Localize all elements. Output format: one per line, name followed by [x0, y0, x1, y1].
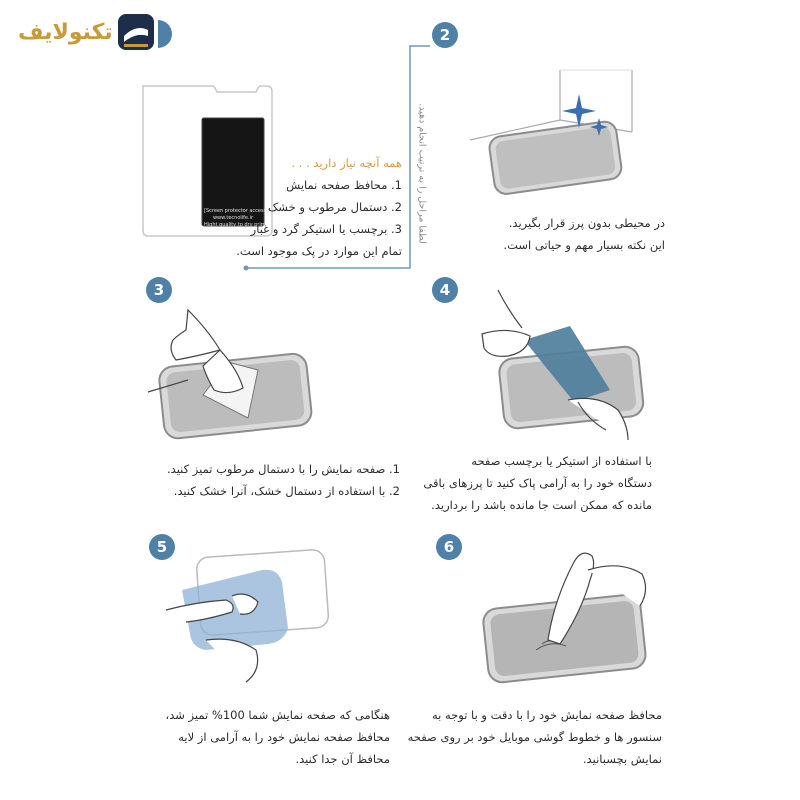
step2-line: این نکته بسیار مهم و حیاتی است.	[503, 238, 665, 252]
step4-text	[423, 450, 652, 516]
kit-card-line: [Screen protector accessories]	[204, 208, 281, 214]
brand-logo	[18, 10, 153, 56]
step5-line: هنگامی که صفحه نمایش شما 100% تمیز شد،	[165, 708, 390, 722]
step4-line: دستگاه خود را به آرامی پاک کنید تا پرزهای باقی	[423, 476, 652, 490]
step1-heading: همه آنچه نیاز دارید . . .	[291, 156, 402, 170]
step1-marker-icon	[158, 20, 172, 48]
step6-text	[407, 704, 662, 770]
kit-card-line: www.tecnolife.ir	[212, 215, 254, 221]
brand-mark-icon	[118, 14, 154, 50]
order-note-text: لطفا مراحل را به ترتیب انجام دهید.	[416, 103, 428, 244]
step2-illustration	[460, 60, 650, 210]
step3-illustration	[148, 300, 318, 450]
step3-text	[160, 458, 400, 502]
step5-text	[165, 704, 390, 770]
step6-line: سنسور ها و خطوط گوشی موبایل خود بر روی صفحه	[407, 730, 662, 744]
step6-illustration	[470, 540, 660, 690]
step-badge-3: 3	[146, 277, 172, 303]
step1-line: تمام این موارد در پک موجود است.	[236, 244, 402, 258]
step5-line: محافظ صفحه نمایش خود را به آرامی از لایه	[178, 730, 390, 744]
step3-line: 1. صفحه نمایش را با دستمال مرطوب تمیز کنید.	[167, 462, 400, 476]
step1-line: 3. برچسب یا استیکر گرد و غبار	[250, 222, 402, 236]
step4-line: مانده که ممکن است جا مانده باشد را بردارید.	[431, 498, 652, 512]
step-badge-5: 5	[149, 534, 175, 560]
step4-line: با استفاده از استیکر یا برچسب صفحه	[471, 454, 652, 468]
step3-line: 2. با استفاده از دستمال خشک، آنرا خشک کنید.	[173, 484, 400, 498]
kit-card-line: Hight quality to dry prim	[204, 222, 266, 228]
step-badge-6: 6	[436, 534, 462, 560]
step5-illustration	[166, 550, 336, 690]
step6-line: نمایش بچسبانید.	[582, 752, 662, 766]
order-note	[402, 88, 442, 268]
step2-text	[490, 212, 665, 256]
step2-line: در محیطی بدون پرز قرار بگیرید.	[508, 216, 665, 230]
step1-line: 1. محافظ صفحه نمایش	[286, 178, 402, 192]
brand-name: تکنولایف	[18, 20, 113, 45]
step-badge-2: 2	[432, 22, 458, 48]
step-badge-4: 4	[432, 277, 458, 303]
step4-illustration	[478, 290, 648, 445]
step6-line: محافظ صفحه نمایش خود را با دقت و با توجه به	[431, 708, 662, 722]
step5-line: محافظ آن جدا کنید.	[295, 752, 390, 766]
step1-line: 2. دستمال مرطوب و خشک	[268, 200, 402, 214]
